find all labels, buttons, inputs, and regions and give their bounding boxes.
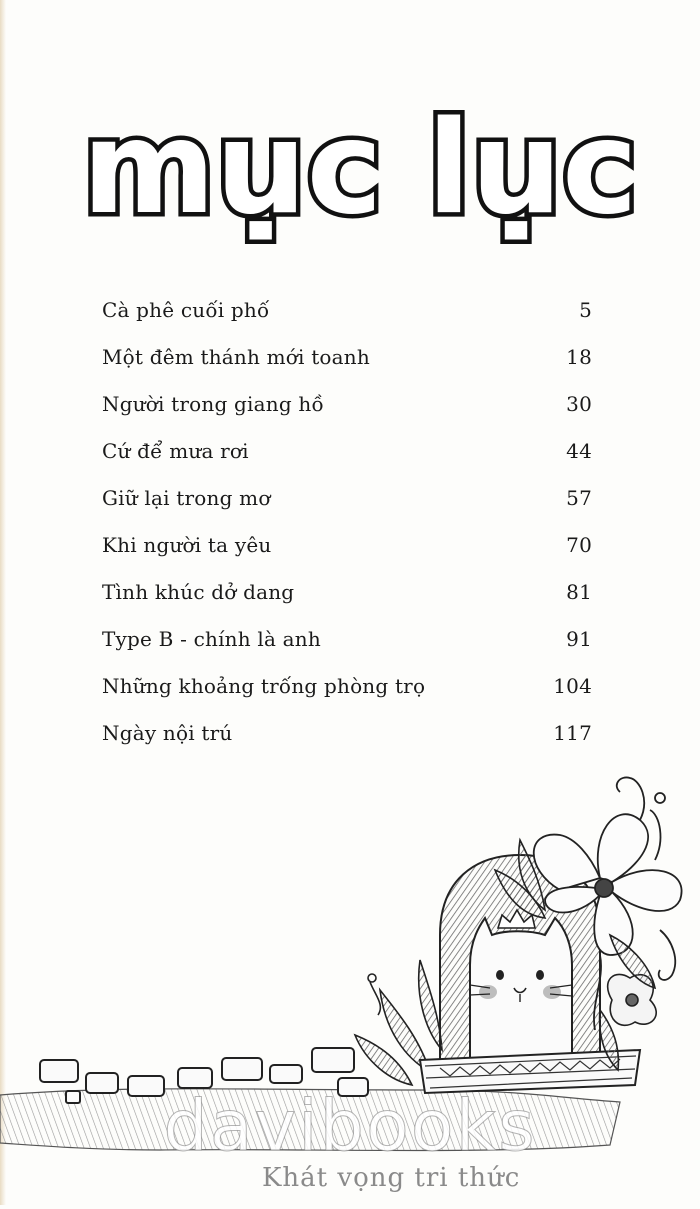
toc-entry-title: Những khoảng trống phòng trọ [102, 674, 426, 698]
toc-entry-page: 117 [553, 721, 592, 745]
toc-row[interactable] [102, 439, 592, 486]
toc-entry-title: Ngày nội trú [102, 721, 233, 745]
toc-entry-page: 18 [566, 345, 592, 369]
toc-entry-title: Cà phê cuối phố [102, 298, 270, 322]
toc-entry-title: Tình khúc dở dang [102, 580, 295, 604]
toc-entry-title: Type B - chính là anh [102, 627, 321, 651]
title-area [0, 80, 700, 260]
toc-entry-page: 70 [566, 533, 592, 557]
toc-row[interactable] [102, 627, 592, 674]
toc-row[interactable] [102, 392, 592, 439]
toc-row[interactable] [102, 674, 592, 721]
toc-row[interactable] [102, 580, 592, 627]
toc-entry-page: 91 [566, 627, 592, 651]
toc-entry-page: 44 [566, 439, 592, 463]
toc-row[interactable] [102, 345, 592, 392]
page-title: mục lục [82, 94, 638, 243]
toc-entry-title: Giữ lại trong mơ [102, 486, 271, 510]
toc-entry-title: Cứ để mưa rơi [102, 439, 249, 463]
toc-row[interactable] [102, 298, 592, 345]
toc-entry-title: Một đêm thánh mới toanh [102, 345, 370, 369]
cat-icon [470, 910, 572, 1060]
table-of-contents [102, 298, 592, 768]
page-title-graphic [0, 80, 700, 260]
toc-row[interactable] [102, 533, 592, 580]
toc-entry-page: 57 [566, 486, 592, 510]
watermark-brand: davibooks [163, 1085, 537, 1167]
watermark-tagline: Khát vọng tri thức [262, 1163, 521, 1193]
toc-entry-page: 30 [566, 392, 592, 416]
toc-entry-title: Người trong giang hồ [102, 392, 324, 416]
toc-entry-page: 81 [566, 580, 592, 604]
toc-entry-page: 104 [553, 674, 592, 698]
toc-row[interactable] [102, 486, 592, 533]
toc-entry-title: Khi người ta yêu [102, 533, 272, 557]
toc-entry-page: 5 [579, 298, 592, 322]
